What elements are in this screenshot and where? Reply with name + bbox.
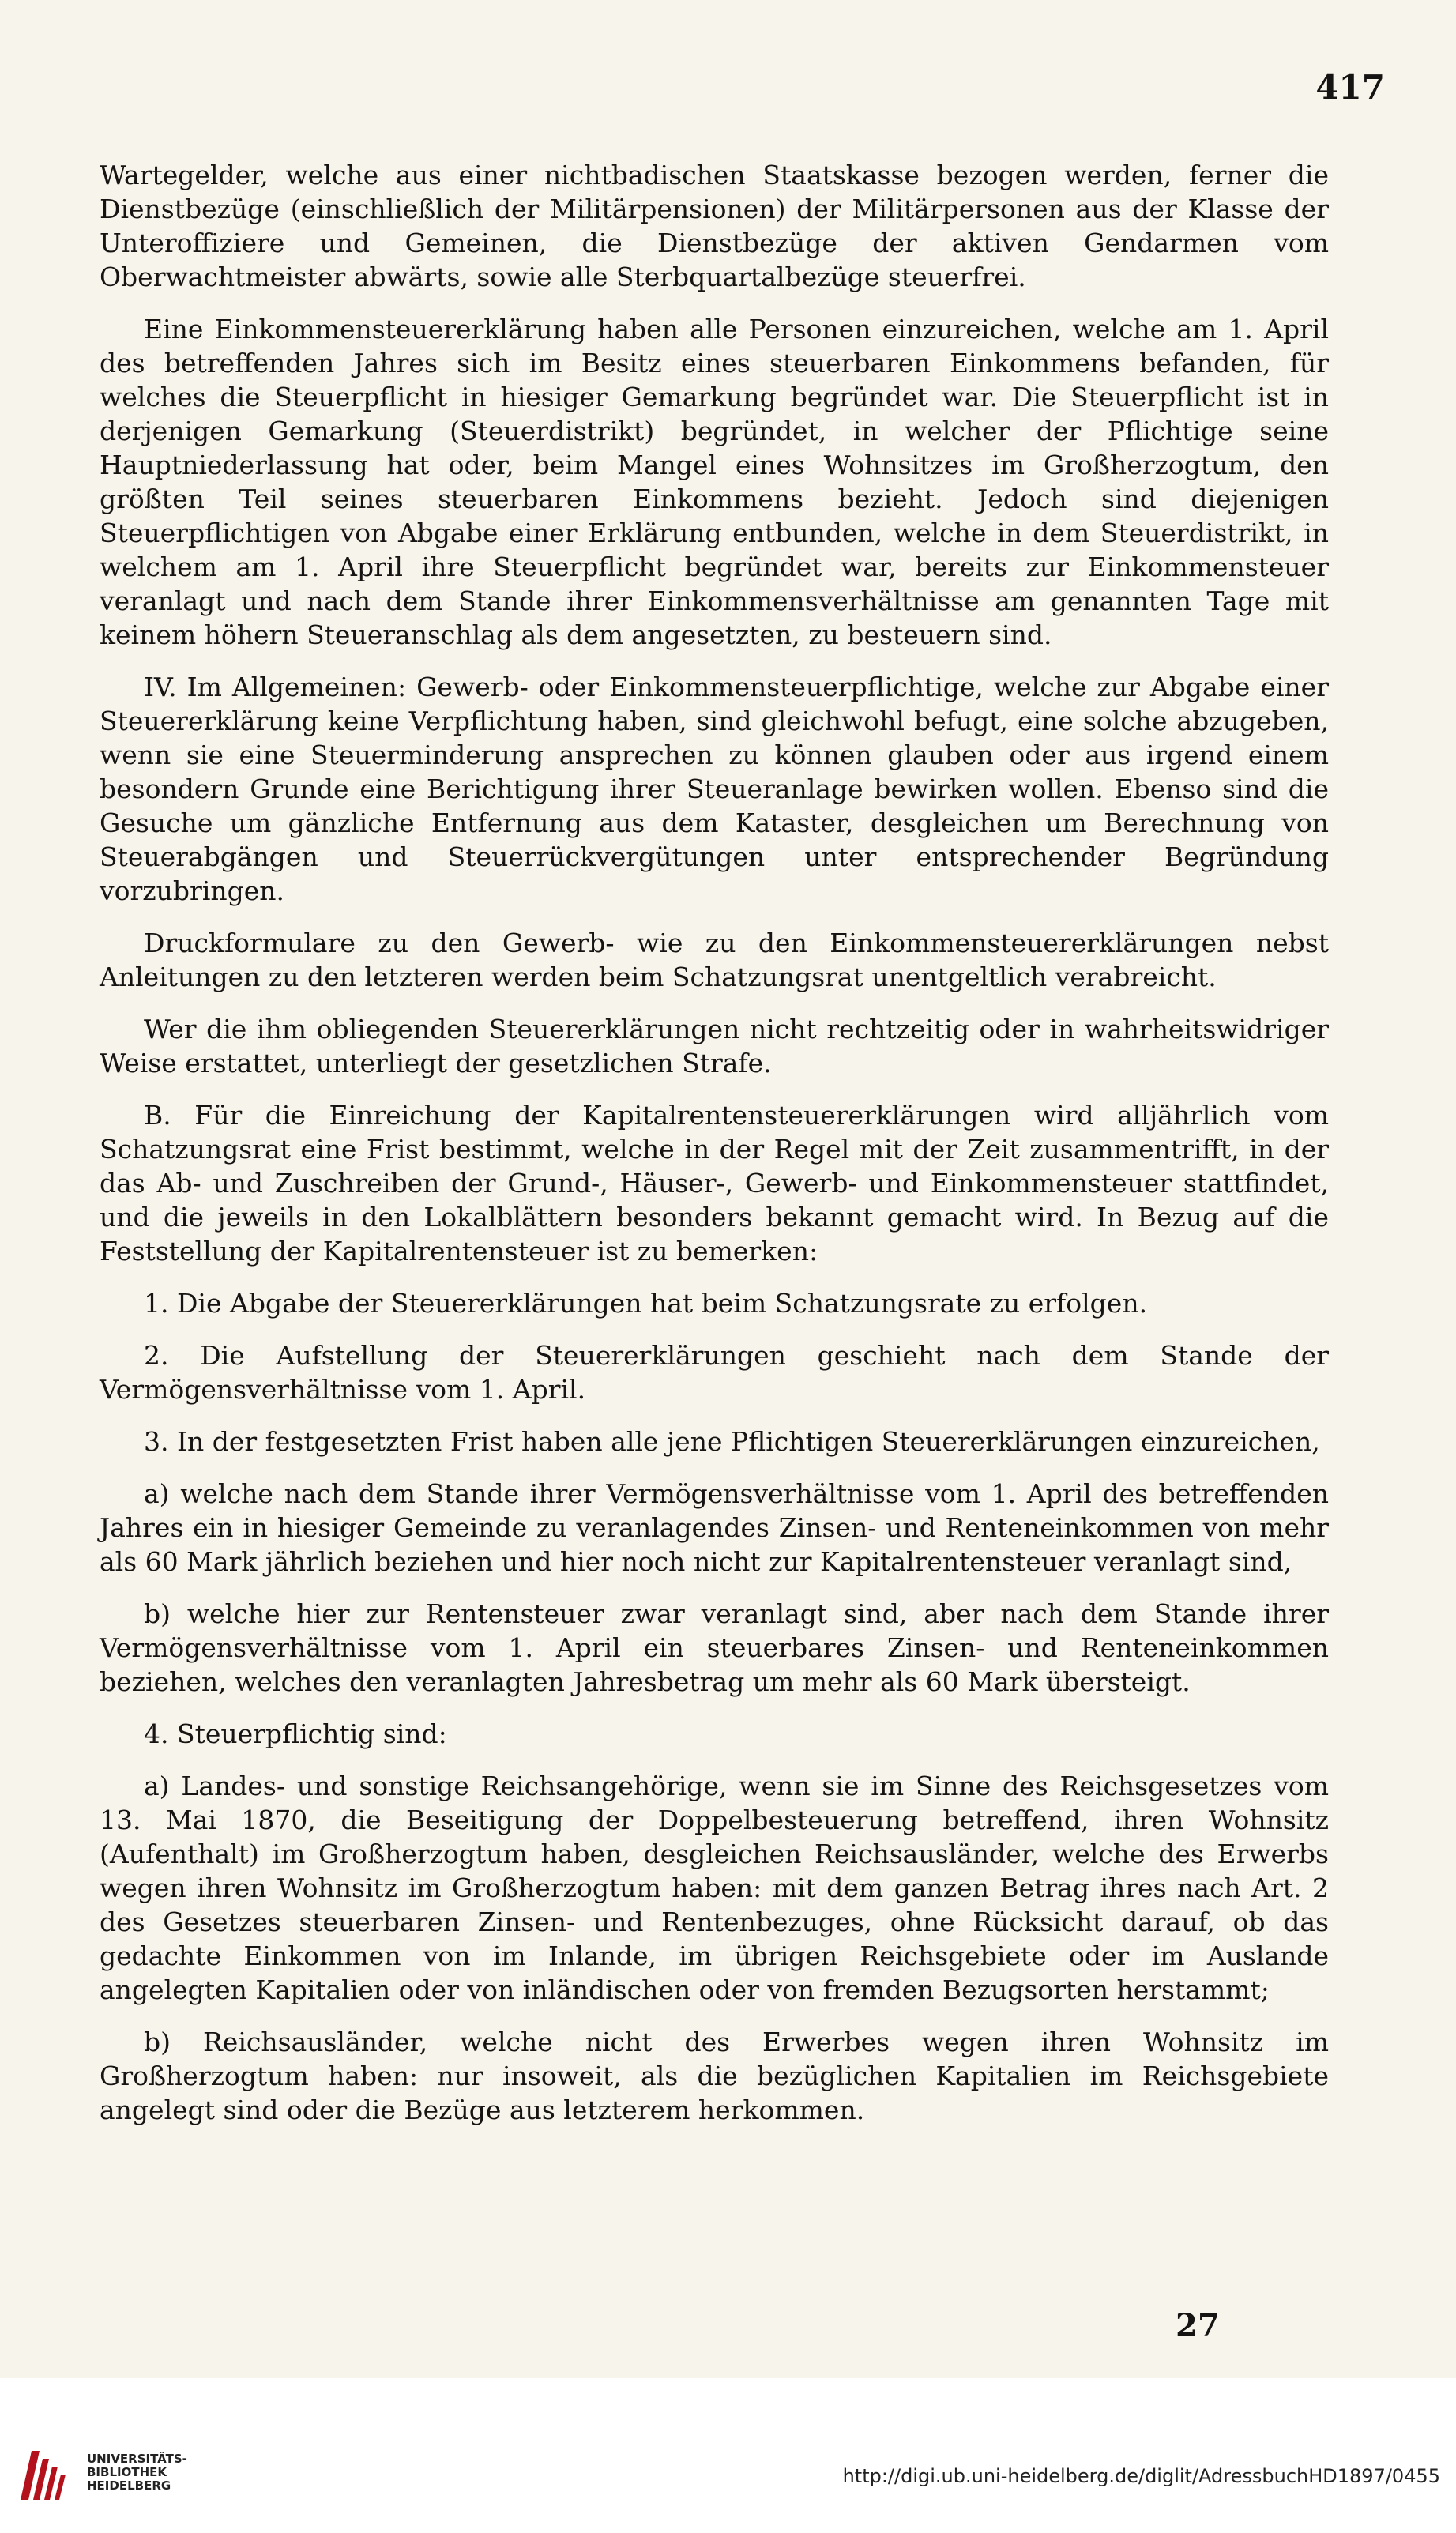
paragraph: IV. Im Allgemeinen: Gewerb- oder Einkommensteuerpflichtige, welche zur Abgabe einer Steuererklärung keine Verpflichtung haben, sind gleichwohl befugt, eine solche abzugeben, wenn sie eine Steuerminderung ansprechen zu können glauben oder aus irgend einem besondern Grunde eine Berichtigung ihrer Steueranlage bewirken wollen. Ebenso sind die Gesuche um gänzliche Entfernung aus dem Kataster, desgleichen um Berechnung von Steuerabgängen und Steuerrückvergütungen unter entsprechender Begründung vorzubringen.: [100, 672, 1329, 906]
list-item: 2. Die Aufstellung der Steuererklärungen geschieht nach dem Stande der Vermögensverhältnisse vom 1. April.: [100, 1340, 1329, 1405]
sub-list-item: b) Reichsausländer, welche nicht des Erwerbes wegen ihren Wohnsitz im Großherzogtum haben: nur insoweit, als die bezüglichen Kapitalien im Reichsgebiete angelegt sind oder die Bezüge aus letzterem herkommen.: [100, 2027, 1329, 2125]
paragraph: B. Für die Einreichung der Kapitalrentensteuererklärungen wird alljährlich vom Schatzungsrat eine Frist bestimmt, welche in der Regel mit der Zeit zusammentrifft, in der das Ab- und Zuschreiben der Grund-, Häuser-, Gewerb- und Einkommensteuer stattfindet, und die jeweils in den Lokalblättern besonders bekannt gemacht wird. In Bezug auf die Feststellung der Kapitalrentensteuer ist zu bemerken:: [100, 1100, 1329, 1266]
signature-mark: 27: [1176, 2307, 1220, 2344]
sub-list-item: b) welche hier zur Rentensteuer zwar veranlagt sind, aber nach dem Stande ihrer Vermögensverhältnisse vom 1. April ein steuerbares Zinsen- und Renteneinkommen beziehen, welches den veranlagten Jahresbetrag um mehr als 60 Mark übersteigt.: [100, 1598, 1329, 1697]
paragraph: Wer die ihm obliegenden Steuererklärungen nicht rechtzeitig oder in wahrheitswidriger Weise erstattet, unterliegt der gesetzlichen Strafe.: [100, 1014, 1329, 1078]
footer-bar: [0, 2378, 1456, 2533]
page-number: 417: [1315, 68, 1385, 107]
paragraph: Druckformulare zu den Gewerb- wie zu den Einkommensteuererklärungen nebst Anleitungen zu den letzteren werden beim Schatzungsrat unentgeltlich verabreicht.: [100, 928, 1329, 992]
list-item: 1. Die Abgabe der Steuererklärungen hat beim Schatzungsrate zu erfolgen.: [144, 1288, 1148, 1319]
text-block: [100, 158, 1329, 2145]
list-item: 4. Steuerpflichtig sind:: [144, 1718, 447, 1749]
source-url-link[interactable]: http://digi.ub.uni-heidelberg.de/diglit/AdressbuchHD1897/0455: [842, 2465, 1440, 2487]
heidelberg-library-logo-icon: [16, 2445, 81, 2501]
paragraph: Eine Einkommensteuererklärung haben alle Personen einzureichen, welche am 1. April des betreffenden Jahres sich im Besitz eines steuerbaren Einkommens befanden, für welches die Steuerpflicht in hiesiger Gemarkung begründet war. Die Steuerpflicht ist in derjenigen Gemarkung (Steuerdistrikt) begründet, in welcher der Pflichtige seine Hauptniederlassung hat oder, beim Mangel eines Wohnsitzes im Großherzogtum, den größten Teil seines steuerbaren Einkommens bezieht. Jedoch sind diejenigen Steuerpflichtigen von Abgabe einer Erklärung entbunden, welche in dem Steuerdistrikt, in welchem am 1. April ihre Steuerpflicht begründet war, bereits zur Einkommensteuer veranlagt und nach dem Stande ihrer Einkommensverhältnisse am genannten Tage mit keinem höhern Steueranschlag als dem angesetzten, zu besteuern sind.: [100, 314, 1329, 650]
paragraph: Wartegelder, welche aus einer nichtbadischen Staatskasse bezogen werden, ferner die Dienstbezüge (einschließlich der Militärpensionen) der Militärpersonen aus der Klasse der Unteroffiziere und Gemeinen, die Dienstbezüge der aktiven Gendarmen vom Oberwachtmeister abwärts, sowie alle Sterbquartalbezüge steuerfrei.: [100, 160, 1329, 292]
list-item: 3. In der festgesetzten Frist haben alle jene Pflichtigen Steuererklärungen einzureichen,: [144, 1426, 1320, 1457]
sub-list-item: a) Landes- und sonstige Reichsangehörige, wenn sie im Sinne des Reichsgesetzes vom 13. Mai 1870, die Beseitigung der Doppelbesteuerung betreffend, ihren Wohnsitz (Aufenthalt) im Großherzogtum haben, desgleichen Reichsausländer, welche des Erwerbs wegen ihren Wohnsitz im Großherzogtum haben: mit dem ganzen Betrag ihres nach Art. 2 des Gesetzes steuerbaren Zinsen- und Rentenbezuges, ohne Rücksicht darauf, ob das gedachte Einkommen von im Inlande, im übrigen Reichsgebiete oder im Auslande angelegten Kapitalien oder von inländischen oder von fremden Bezugsorten herstammt;: [100, 1771, 1329, 2005]
library-name: UNIVERSITÄTS- BIBLIOTHEK HEIDELBERG: [87, 2452, 187, 2493]
sub-list-item: a) welche nach dem Stande ihrer Vermögensverhältnisse vom 1. April des betreffenden Jahres ein in hiesiger Gemeinde zu veranlagendes Zinsen- und Renteneinkommen von mehr als 60 Mark jährlich beziehen und hier noch nicht zur Kapitalrentensteuer veranlagt sind,: [100, 1478, 1329, 1577]
